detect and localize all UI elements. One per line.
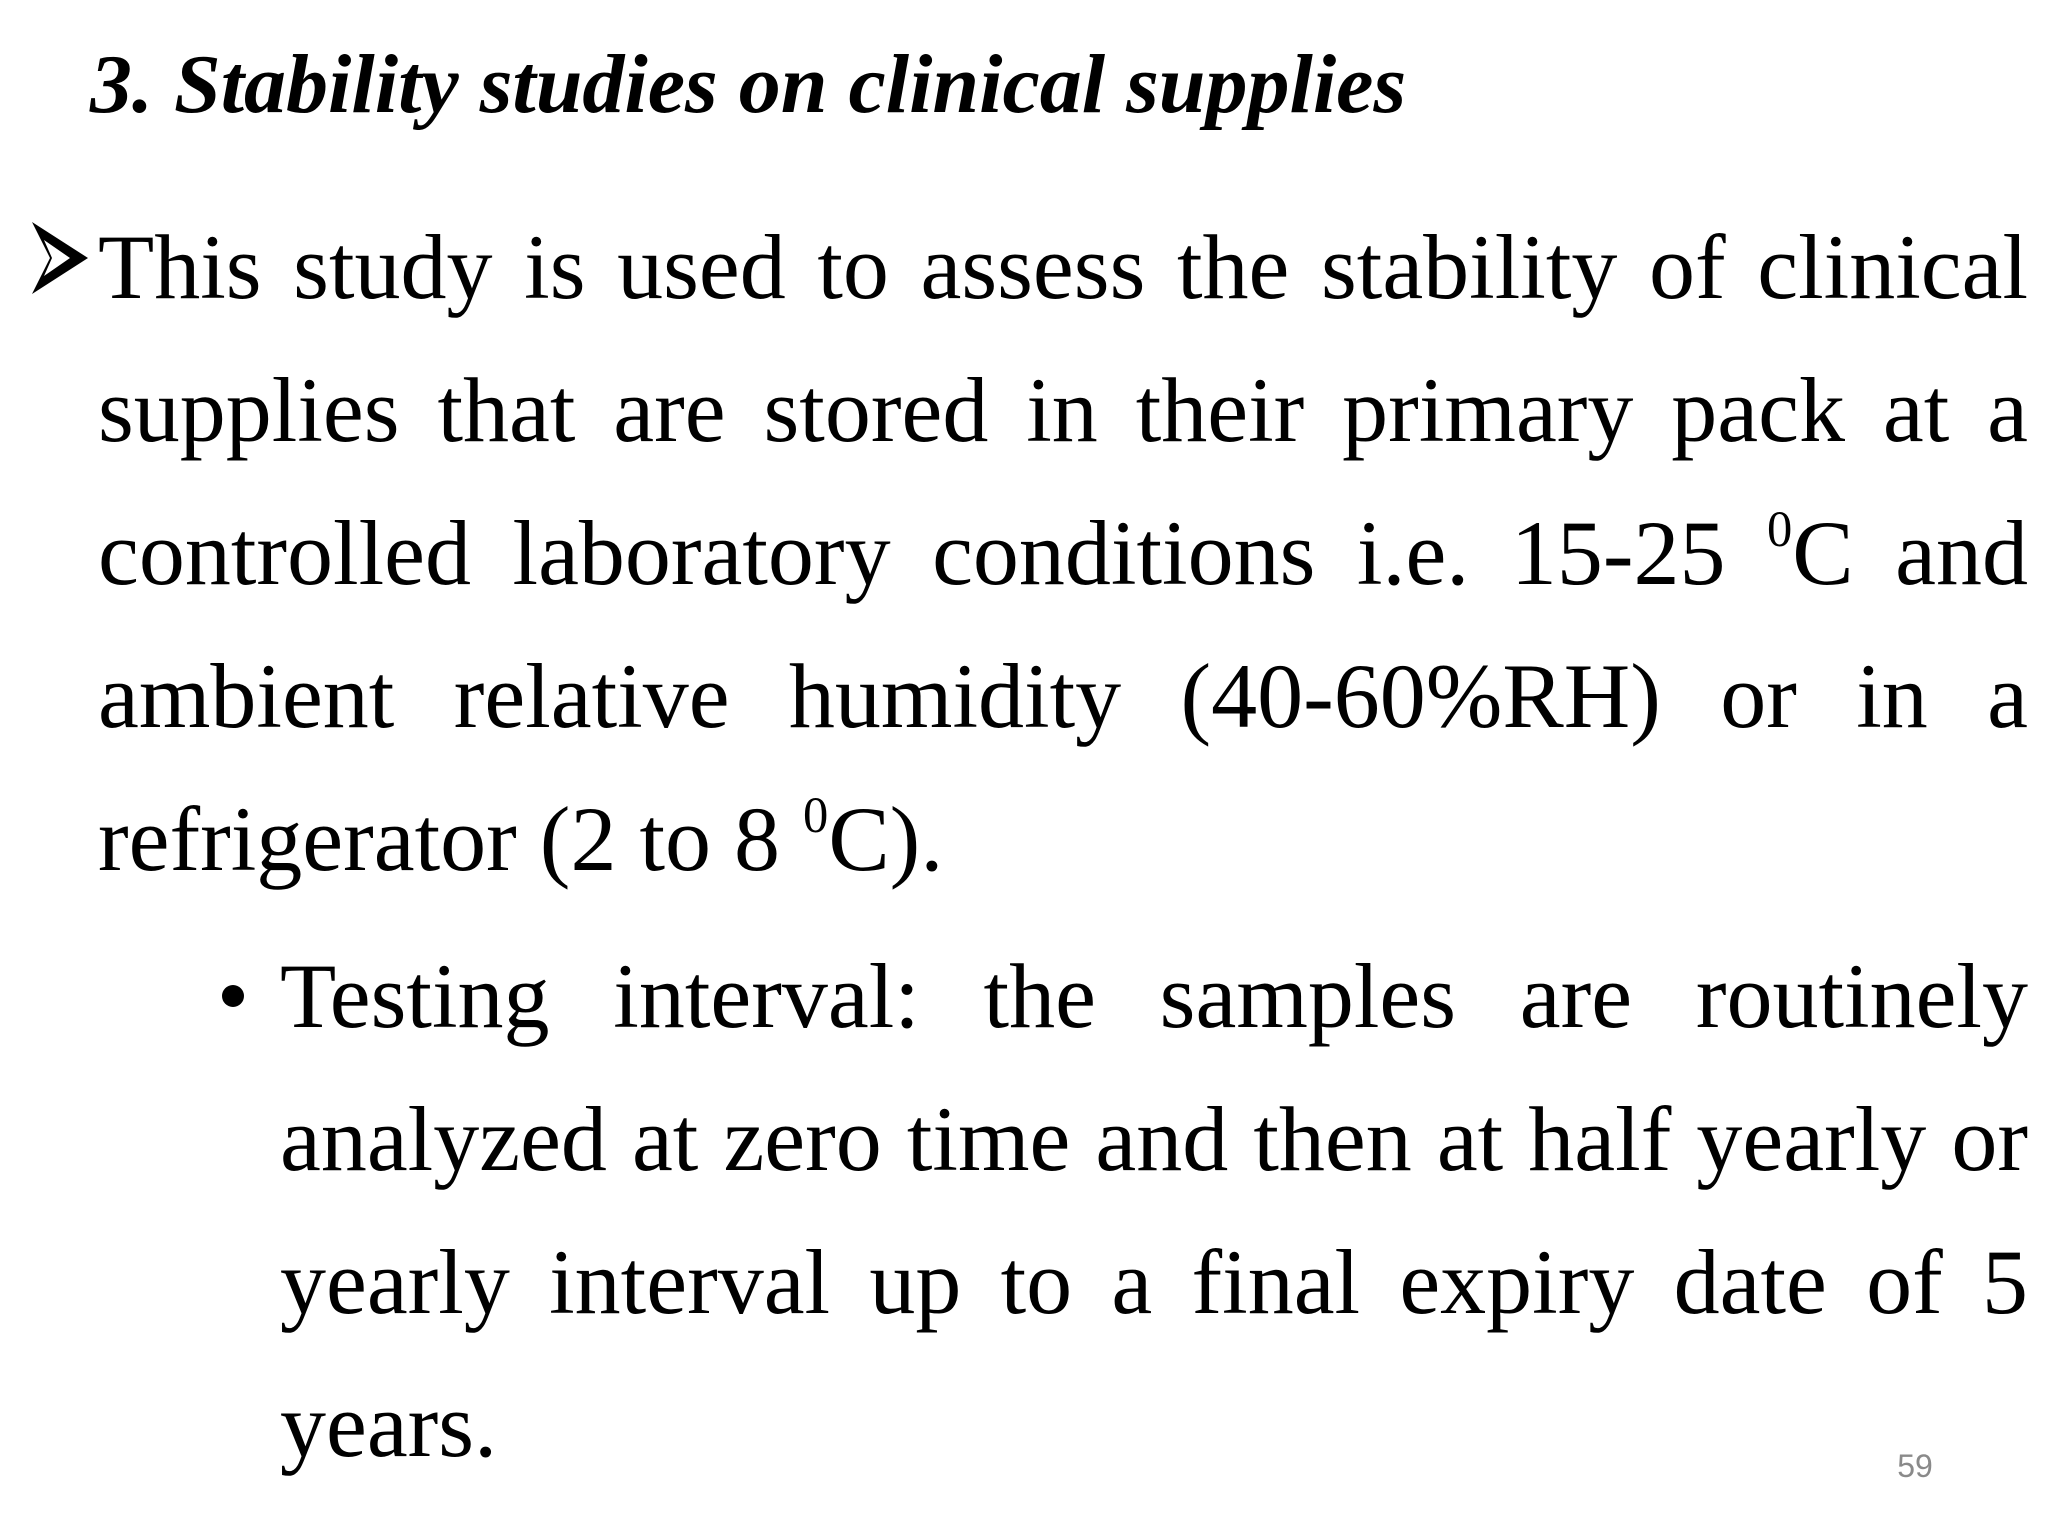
page-number: 59 [1897, 1448, 1933, 1484]
main-bullet-text-part-3: C). [828, 788, 944, 890]
slide-title: 3. Stability studies on clinical supplies [90, 38, 1407, 131]
sub-bullet-text: Testing interval: the samples are routinely analyzed at zero time and then at half yearly or yearly interval up to a final expiry date of 5 years. [280, 945, 2028, 1476]
arrow-bullet-icon [28, 218, 92, 298]
degree-superscript: 0 [803, 787, 829, 844]
main-bullet-text-part-2: C and ambient relative humidity (40-60%RH) or in a refrigerator (2 to 8 [98, 502, 2028, 890]
degree-superscript: 0 [1766, 501, 1793, 558]
round-bullet-icon [222, 985, 244, 1007]
main-bullet-text-part-1: This study is used to assess the stability of clinical supplies that are stored in their primary pack at a controlled laboratory conditions i.e. 15-25 [98, 216, 2028, 604]
main-bullet-text [98, 196, 2028, 911]
